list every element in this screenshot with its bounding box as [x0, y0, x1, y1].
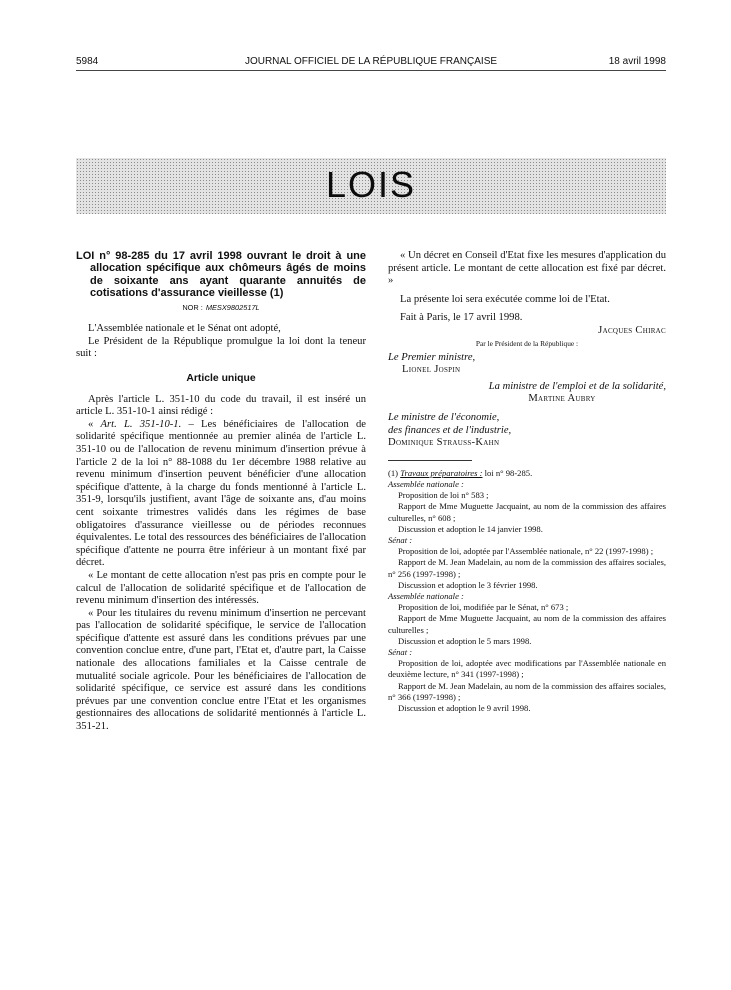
footnote-item: Rapport de M. Jean Madelain, au nom de la commission des affaires sociales, n° 256 (1997-1998) ;: [388, 557, 666, 579]
nor-value: MESX9802517L: [205, 302, 260, 312]
economy-minister-signature: Dominique Strauss-Kahn: [388, 437, 500, 449]
header-rule: [76, 70, 666, 71]
enactment-clause: La présente loi sera exécutée comme loi de l'Etat.: [400, 293, 610, 305]
economy-minister-title: Le ministre de l'économie,: [388, 411, 500, 423]
footnote-item: Rapport de M. Jean Madelain, au nom de la commission des affaires sociales, n° 366 (1997-1998) ;: [388, 680, 666, 702]
journal-title: JOURNAL OFFICIEL DE LA RÉPUBLIQUE FRANÇAISE: [244, 56, 498, 67]
quote-open: «: [88, 418, 101, 430]
footnote-heading: Assemblée nationale :: [388, 478, 464, 489]
footnote-item: Discussion et adoption le 5 mars 1998.: [398, 635, 532, 646]
nor-reference: [76, 302, 366, 315]
footnote-item: Proposition de loi, modifiée par le Sénat, n° 673 ;: [398, 602, 569, 613]
intro-paragraph: Le Président de la République promulgue la loi dont la teneur suit :: [76, 335, 366, 360]
emploi-minister-signature: Martine Aubry: [528, 393, 596, 405]
running-header: [76, 56, 666, 70]
footnote-item: Discussion et adoption le 3 février 1998.: [398, 579, 538, 590]
footnote-rule: [388, 460, 472, 461]
article-text: – Les bénéficiaires de l'allocation de solidarité spécifique mentionnée au premier alinéa de l'article L. 351-10 ou de l'allocation de revenu minimum d'insertion prévue à l'article 2 de la loi n° 88-1088 du 1er décembre 1988 relative au revenu minimum d'insertion peuvent bénéficier d'une allocation spécifique d'attente, à la charge du fonds mentionné à l'article L. 351-9, lorsqu'ils justifient, avant l'âge de soixante ans, d'au moins cent soixante trimestres validés dans les régimes de base obligatoires d'assurance vieillesse ou de périodes reconnues équivalentes. Le total des ressources des bénéficiaires de l'allocation spécifique d'attente ne pourra être inférieur à un montant fixé par décret.: [76, 418, 367, 569]
intro-paragraph: L'Assemblée nationale et le Sénat ont adopté,: [88, 323, 281, 335]
footnote-intro: [388, 468, 666, 479]
footnote-label: Travaux préparatoires :: [400, 467, 483, 478]
footnote-heading: Assemblée nationale :: [388, 590, 464, 601]
left-column: [76, 250, 366, 734]
section-title: LOIS: [325, 164, 417, 205]
law-title: LOI n° 98-285 du 17 avril 1998 ouvrant le droit à une allocation spécifique aux chômeurs âgés de moins de soixante ans ayant quarante annuités de cotisations d'assurance vieillesse (1): [76, 250, 366, 300]
countersign-label: Par le Président de la République :: [475, 338, 579, 348]
footnote-law-ref: loi n° 98-285.: [482, 467, 533, 478]
footnote-heading: Sénat :: [388, 646, 413, 657]
page-number: 5984: [76, 56, 99, 67]
nor-label: NOR :: [182, 302, 203, 312]
section-banner: [76, 158, 666, 214]
right-column: [388, 250, 666, 714]
article-paragraph: [76, 419, 366, 570]
article-paragraph: Après l'article L. 351-10 du code du travail, il est inséré un article L. 351-10-1 ainsi rédigé :: [76, 393, 366, 418]
footnote-item: Proposition de loi, adoptée par l'Assemblée nationale, n° 22 (1997-1998) ;: [398, 546, 654, 557]
president-signature: Jacques Chirac: [598, 324, 666, 336]
article-heading: Article unique: [186, 373, 256, 384]
article-paragraph: « Un décret en Conseil d'Etat fixe les mesures d'application du présent article. Le montant de cette allocation est fixé par décret. »: [388, 250, 666, 287]
footnote-marker: (1): [388, 467, 399, 478]
footnote-item: Discussion et adoption le 9 avril 1998.: [398, 702, 531, 713]
economy-minister-title: des finances et de l'industrie,: [388, 424, 512, 436]
pm-signature: Lionel Jospin: [402, 364, 461, 376]
article-paragraph: « Pour les titulaires du revenu minimum d'insertion ne percevant pas l'allocation de solidarité spécifique, le service de l'allocation spécifique d'attente est assuré dans les conditions prévues par une convention conclue entre, d'une part, l'Etat et, d'autre part, la Caisse nationale des allocations familiales et la Caisse centrale de mutualité sociale agricole. Pour les bénéficiaires de l'allocation de solidarité spécifique, ce service est assuré dans les conditions prévues par une convention conclue entre l'Etat et les organismes gestionnaires des allocations de solidarité mentionnés à l'article L. 351-21.: [76, 607, 366, 733]
footnote-item: Rapport de Mme Muguette Jacquaint, au nom de la commission des affaires culturelles ;: [388, 613, 666, 635]
pm-title: Le Premier ministre,: [388, 351, 476, 363]
article-paragraph: « Le montant de cette allocation n'est pas pris en compte pour le calcul de l'allocation de solidarité spécifique et de l'allocation de revenu minimum d'insertion des intéressés.: [76, 569, 366, 607]
footnote-item: Proposition de loi n° 583 ;: [398, 490, 489, 501]
footnote-item: Proposition de loi, adoptée avec modifications par l'Assemblée nationale en deuxième lecture, n° 341 (1997-1998) ;: [388, 658, 666, 680]
place-date: Fait à Paris, le 17 avril 1998.: [400, 312, 523, 324]
footnote-heading: Sénat :: [388, 534, 413, 545]
footnote-item: Rapport de Mme Muguette Jacquaint, au nom de la commission des affaires culturelles, n° 608 ;: [388, 501, 666, 523]
issue-date: 18 avril 1998: [608, 56, 666, 67]
emploi-minister-title: La ministre de l'emploi et de la solidarité,: [488, 380, 666, 392]
article-reference: Art. L. 351-10-1.: [100, 418, 182, 430]
footnote-item: Discussion et adoption le 14 janvier 1998.: [398, 523, 543, 534]
